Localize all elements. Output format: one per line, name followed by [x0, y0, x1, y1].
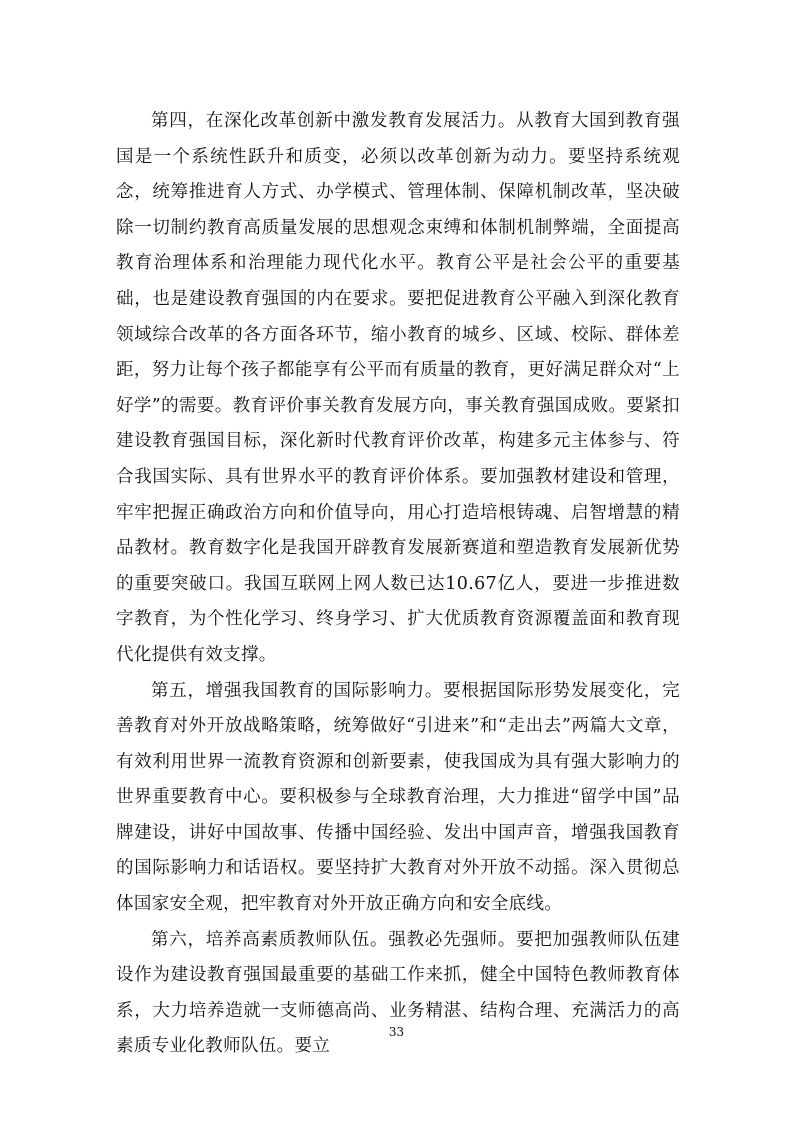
page-number: 33 [388, 1025, 405, 1039]
paragraph-fifth: 第五，增强我国教育的国际影响力。要根据国际形势发展变化，完善教育对外开放战略策略，统筹做好“引进来”和“走出去”两篇大文章，有效利用世界一流教育资源和创新要素，使我国成为具有强大影响力的世界重要教育中心。要积极参与全球教育治理，大力推进“留学中国”品牌建设，讲好中国故事、传播中国经验、发出中国声音，增强我国教育的国际影响力和话语权。要坚持扩大教育对外开放不动摇。深入贯彻总体国家安全观，把牢教育对外开放正确方向和安全底线。 [116, 680, 680, 915]
paragraph-sixth: 第六，培养高素质教师队伍。强教必先强师。要把加强教师队伍建设作为建设教育强国最重要的基础工作来抓，健全中国特色教师教育体系，大力培养造就一支师德高尚、业务精湛、结构合理、充满活力的高素质专业化教师队伍。要立 [116, 929, 680, 1057]
paragraph-fourth: 第四，在深化改革创新中激发教育发展活力。从教育大国到教育强国是一个系统性跃升和质变，必须以改革创新为动力。要坚持系统观念，统筹推进育人方式、办学模式、管理体制、保障机制改革，坚决破除一切制约教育高质量发展的思想观念束缚和体制机制弊端，全面提高教育治理体系和治理能力现代化水平。教育公平是社会公平的重要基础，也是建设教育强国的内在要求。要把促进教育公平融入到深化教育领域综合改革的各方面各环节，缩小教育的城乡、区域、校际、群体差距，努力让每个孩子都能享有公平而有质量的教育，更好满足群众对“上好学”的需要。教育评价事关教育发展方向，事关教育强国成败。要紧扣建设教育强国目标，深化新时代教育评价改革，构建多元主体参与、符合我国实际、具有世界水平的教育评价体系。要加强教材建设和管理，牢牢把握正确政治方向和价值导向，用心打造培根铸魂、启智增慧的精品教材。教育数字化是我国开辟教育发展新赛道和塑造教育发展新优势的重要突破口。我国互联网上网人数已达10.67亿人，要进一步推进数字教育，为个性化学习、终身学习、扩大优质教育资源覆盖面和教育现代化提供有效支撑。 [116, 111, 680, 665]
body-text [116, 104, 680, 1065]
